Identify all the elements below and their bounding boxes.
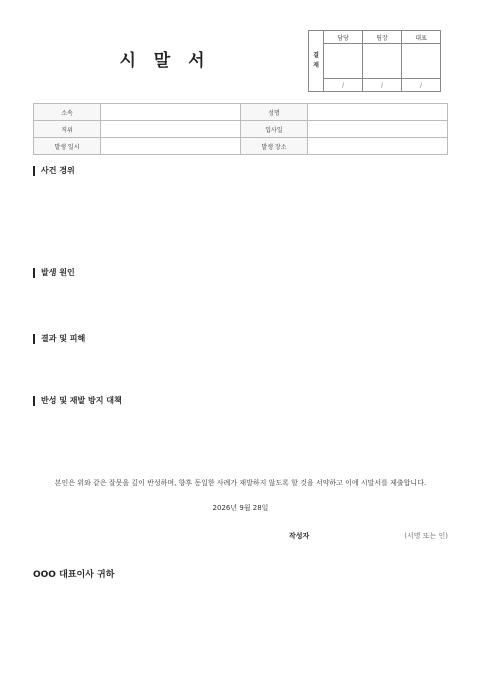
section-heading-result: 결과 및 피해: [33, 334, 85, 344]
approval-label-char: 재: [313, 62, 319, 69]
section-heading-cause: 발생 원인: [33, 268, 75, 278]
position-field[interactable]: [100, 121, 240, 138]
approval-label: [309, 31, 324, 92]
approval-sign-team-lead[interactable]: [363, 44, 402, 79]
name-field[interactable]: [307, 104, 447, 121]
approval-header-staff: 담당: [324, 31, 363, 44]
employee-info-table: [33, 103, 448, 155]
position-label: 직위: [34, 121, 101, 138]
approval-sign-staff[interactable]: [324, 44, 363, 79]
section-heading-prevention: 반성 및 재발 방지 대책: [33, 396, 122, 406]
department-label: 소속: [34, 104, 101, 121]
statement-text: 본인은 위와 같은 잘못을 깊이 반성하며, 향후 동일한 사례가 재발하지 않도록 할 것을 서약하고 이에 시말서를 제출합니다.: [54, 479, 427, 487]
approval-label-char: 결: [313, 52, 319, 59]
approval-header-ceo: 대표: [402, 31, 441, 44]
approval-date-staff: /: [324, 79, 363, 92]
occurrence-place-label: 발생 장소: [240, 138, 307, 155]
hire-date-field[interactable]: [307, 121, 447, 138]
approval-date-ceo: /: [402, 79, 441, 92]
approval-header-team-lead: 팀장: [363, 31, 402, 44]
approval-date-team-lead: /: [363, 79, 402, 92]
addressee: OOO 대표이사 귀하: [33, 570, 115, 580]
submission-date: 2026년 9월 28일: [212, 504, 269, 512]
occurrence-date-field[interactable]: [100, 138, 240, 155]
approval-sign-ceo[interactable]: [402, 44, 441, 79]
approval-box: [308, 30, 441, 92]
occurrence-date-label: 발생 일시: [34, 138, 101, 155]
department-field[interactable]: [100, 104, 240, 121]
author-label: 작성자: [289, 532, 310, 540]
document-title: 시 말 서: [119, 51, 211, 71]
signature-hint: (서명 또는 인): [404, 532, 448, 540]
section-heading-background: 사건 경위: [33, 166, 75, 176]
occurrence-place-field[interactable]: [307, 138, 447, 155]
table-row: [34, 121, 448, 138]
hire-date-label: 입사일: [240, 121, 307, 138]
table-row: [34, 138, 448, 155]
table-row: [34, 104, 448, 121]
name-label: 성명: [240, 104, 307, 121]
